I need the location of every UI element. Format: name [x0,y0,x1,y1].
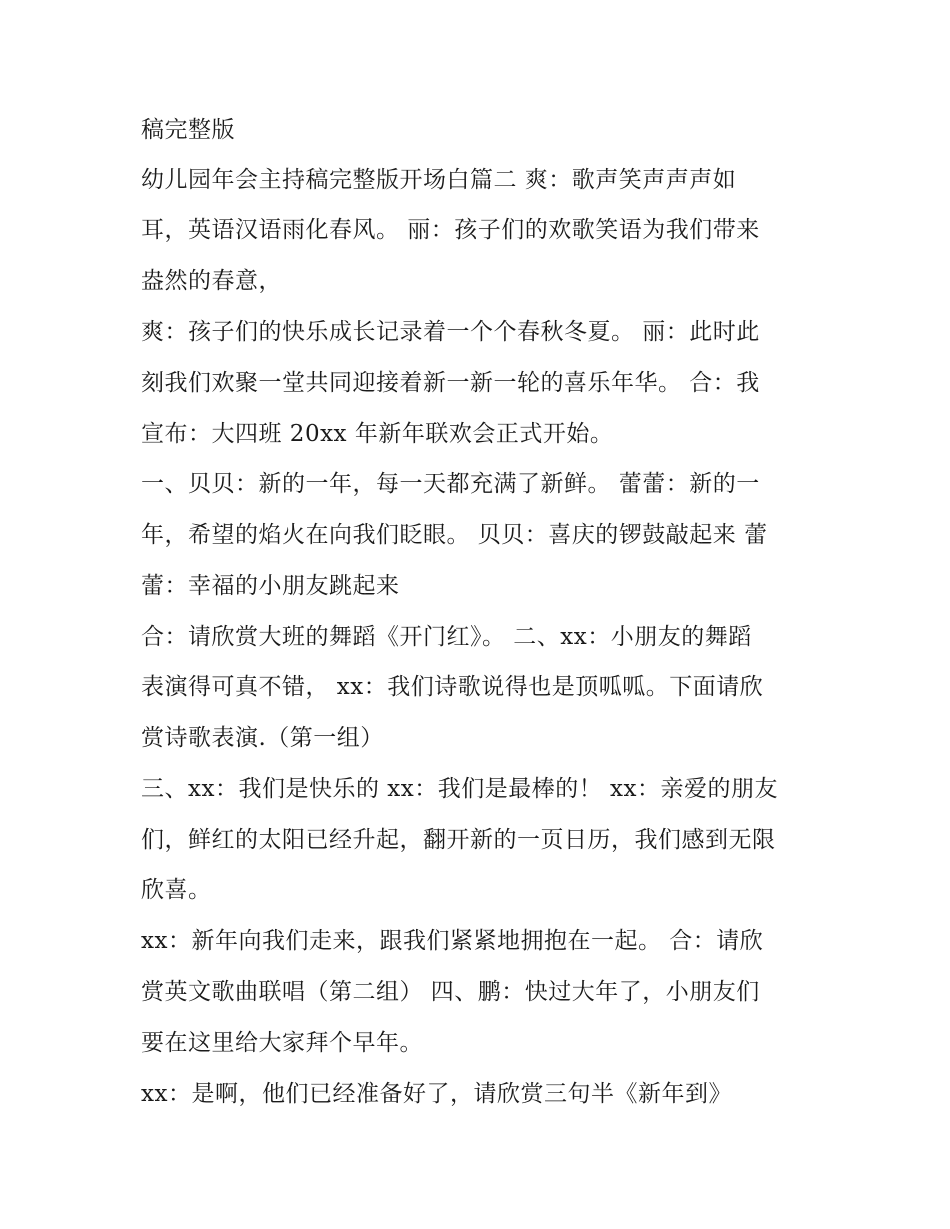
text-line-7: 宣布：大四班 20xx 年新年联欢会正式开始。 [141,421,614,447]
text-line-11: 合：请欣赏大班的舞蹈《开门红》。 二、xx：小朋友的舞蹈 [141,624,752,650]
text-line-10: 蕾：幸福的小朋友跳起来 [141,573,400,599]
text-line-4: 盎然的春意， [141,268,282,294]
text-line-12: 表演得可真不错， xx：我们诗歌说得也是顶呱呱。下面请欣 [141,674,764,700]
text-line-2: 幼儿园年会主持稿完整版开场白篇二 爽：歌声笑声声声如 [141,167,737,193]
text-line-5: 爽：孩子们的快乐成长记录着一个个春秋冬夏。 丽：此时此 [141,319,760,345]
text-line-17: xx：新年向我们走来，跟我们紧紧地拥抱在一起。 合：请欣 [141,928,764,954]
text-line-19: 要在这里给大家拜个早年。 [141,1030,423,1056]
text-line-1: 稿完整版 [141,117,235,143]
text-line-15: 们，鲜红的太阳已经升起，翻开新的一页日历，我们感到无限 [141,827,776,853]
text-line-16: 欣喜。 [141,877,212,903]
text-line-18: 赏英文歌曲联唱（第二组） 四、鹏：快过大年了，小朋友们 [141,979,760,1005]
text-line-8: 一、贝贝：新的一年，每一天都充满了新鲜。 蕾蕾：新的一 [141,471,760,497]
text-line-13: 赏诗歌表演.（第一组） [141,725,384,751]
text-line-14: 三、xx：我们是快乐的 xx：我们是最棒的！ xx：亲爱的朋友 [141,776,778,802]
text-line-3: 耳，英语汉语雨化春风。 丽：孩子们的欢歌笑语为我们带来 [141,217,760,243]
text-line-9: 年，希望的焰火在向我们眨眼。 贝贝：喜庆的锣鼓敲起来 蕾 [141,522,768,548]
text-line-20: xx：是啊，他们已经准备好了，请欣赏三句半《新年到》 [141,1081,732,1107]
text-line-6: 刻我们欢聚一堂共同迎接着新一新一轮的喜乐年华。 合：我 [141,370,760,396]
